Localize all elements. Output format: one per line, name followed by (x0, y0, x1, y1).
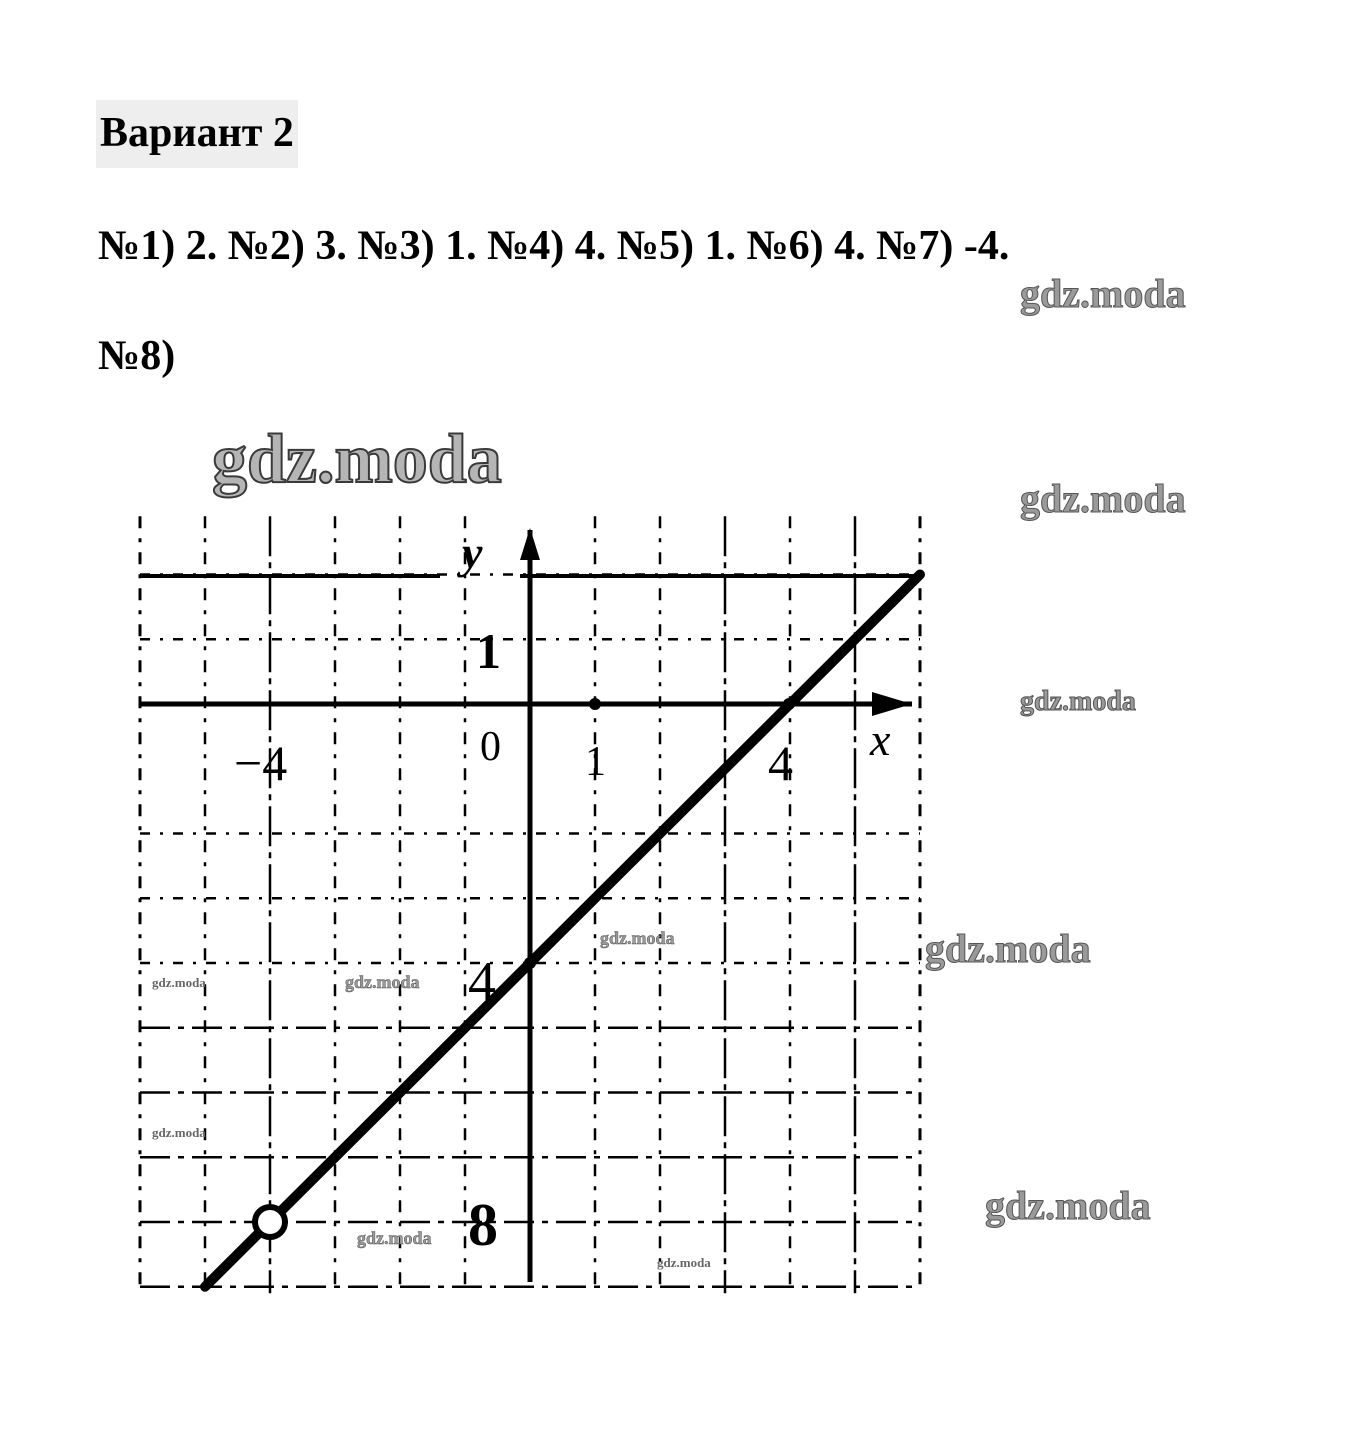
page-title: Вариант 2 (96, 100, 298, 168)
origin-label: 0 (480, 724, 501, 770)
function-line (205, 575, 920, 1287)
watermark: gdz.moda (1020, 271, 1186, 316)
watermark: gdz.moda (152, 975, 206, 990)
x-tick-label-neg4: −4 (234, 735, 288, 791)
x-tick-label-4: 4 (768, 735, 793, 791)
watermark: gdz.moda (357, 1228, 432, 1248)
watermark: gdz.moda (657, 1255, 711, 1270)
x-tick-label-1: 1 (585, 739, 606, 785)
watermark: gdz.moda (212, 421, 502, 498)
point-x4 (783, 698, 795, 710)
watermark: gdz.moda (925, 926, 1091, 971)
y-tick-label-8: 8 (468, 1192, 498, 1258)
watermark: gdz.moda (345, 972, 420, 992)
x-axis-label: x (870, 714, 891, 765)
y-axis-label: y (462, 527, 483, 578)
task8-label: №8) (98, 333, 176, 379)
answers-line: №1) 2. №2) 3. №3) 1. №4) 4. №5) 1. №6) 4. №7) -4. (98, 223, 1010, 269)
y-tick-label-1: 1 (476, 623, 501, 679)
y-axis-arrow (520, 528, 540, 560)
x-axis-arrow (872, 692, 912, 716)
watermark: gdz.moda (152, 1125, 206, 1140)
watermark: gdz.moda (1020, 476, 1186, 521)
watermark: gdz.moda (1020, 686, 1136, 717)
watermark: gdz.moda (985, 1183, 1151, 1228)
point-y-4 (524, 957, 536, 969)
open-point-marker (255, 1207, 285, 1237)
watermark: gdz.moda (600, 928, 675, 948)
point-x1 (589, 698, 601, 710)
y-tick-label-4: 4 (468, 951, 496, 1013)
